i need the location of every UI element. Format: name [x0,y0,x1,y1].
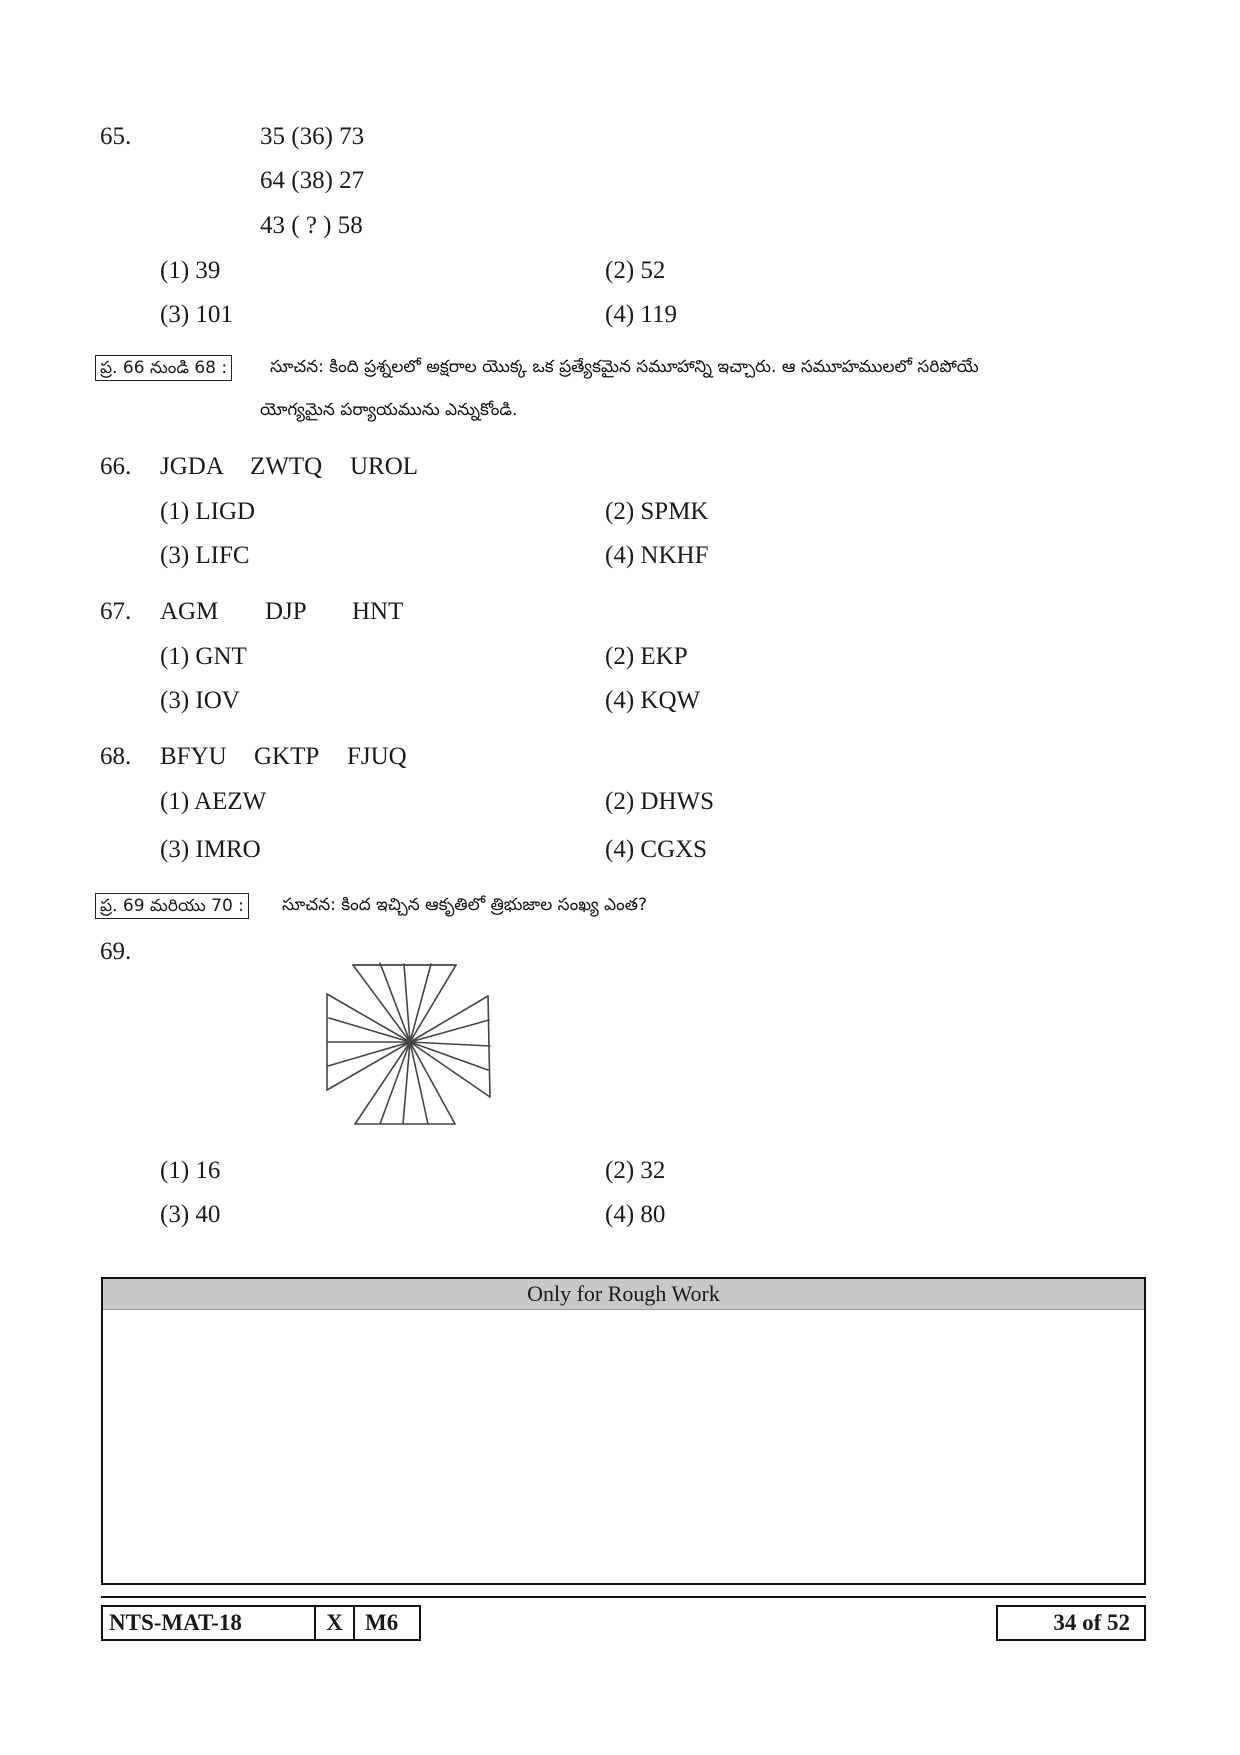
question-number: 69. [100,938,132,965]
page-number: 34 of 52 [996,1605,1146,1641]
option: (2) 32 [605,1157,666,1184]
option: (4) NKHF [605,542,709,569]
instruction-label: ప్ర. 69 మరియు 70 : [95,893,249,919]
letter-group: HNT [352,598,404,625]
option: (3) LIFC [160,542,250,569]
number-row: 43 ( ? ) 58 [260,212,363,239]
set-code: M6 [353,1605,421,1641]
option: (3) IMRO [160,836,261,863]
triangles-figure [318,960,498,1140]
option: (1) 39 [160,257,221,284]
instruction-label: ప్ర. 66 నుండి 68 : [95,355,232,381]
option: (4) CGXS [605,836,708,863]
rough-work-title: Only for Rough Work [103,1279,1144,1310]
question-number: 67. [100,598,132,625]
option: (1) LIGD [160,498,256,525]
letter-group: AGM [160,598,219,625]
medium-code: X [314,1605,355,1641]
option: (1) AEZW [160,788,267,815]
letter-group: JGDA [160,453,224,480]
instruction-text: సూచన: కింద ఇచ్చిన ఆకృతిలో త్రిభుజాల సంఖ్య ఎంత? [282,895,648,915]
option: (3) IOV [160,687,240,714]
number-row: 64 (38) 27 [260,167,365,194]
question-number: 65. [100,123,132,150]
option: (4) KQW [605,687,701,714]
letter-group: ZWTQ [250,453,323,480]
question-number: 68. [100,743,132,770]
letter-group: UROL [350,453,419,480]
option: (1) GNT [160,643,247,670]
option: (4) 119 [605,301,677,328]
letter-group: DJP [265,598,307,625]
option: (2) DHWS [605,788,715,815]
option: (2) 52 [605,257,666,284]
option: (3) 40 [160,1201,221,1228]
instruction-text: యోగ్యమైన పర్యాయమును ఎన్నుకోండి. [260,400,518,420]
option: (1) 16 [160,1157,221,1184]
question-number: 66. [100,453,132,480]
option: (3) 101 [160,301,233,328]
instruction-text: సూచన: కింది ప్రశ్నలలో అక్షరాల యొక్క ఒక ప్రత్యేకమైన సమూహాన్ని ఇచ్చారు. ఆ సమూహములలో సరిపోయే [270,357,979,377]
exam-code: NTS-MAT-18 [101,1605,316,1641]
letter-group: GKTP [254,743,320,770]
footer-rule [101,1596,1146,1598]
letter-group: BFYU [160,743,227,770]
option: (4) 80 [605,1201,666,1228]
number-row: 35 (36) 73 [260,123,365,150]
option: (2) EKP [605,643,688,670]
option: (2) SPMK [605,498,709,525]
rough-work-box [101,1277,1146,1585]
letter-group: FJUQ [347,743,407,770]
